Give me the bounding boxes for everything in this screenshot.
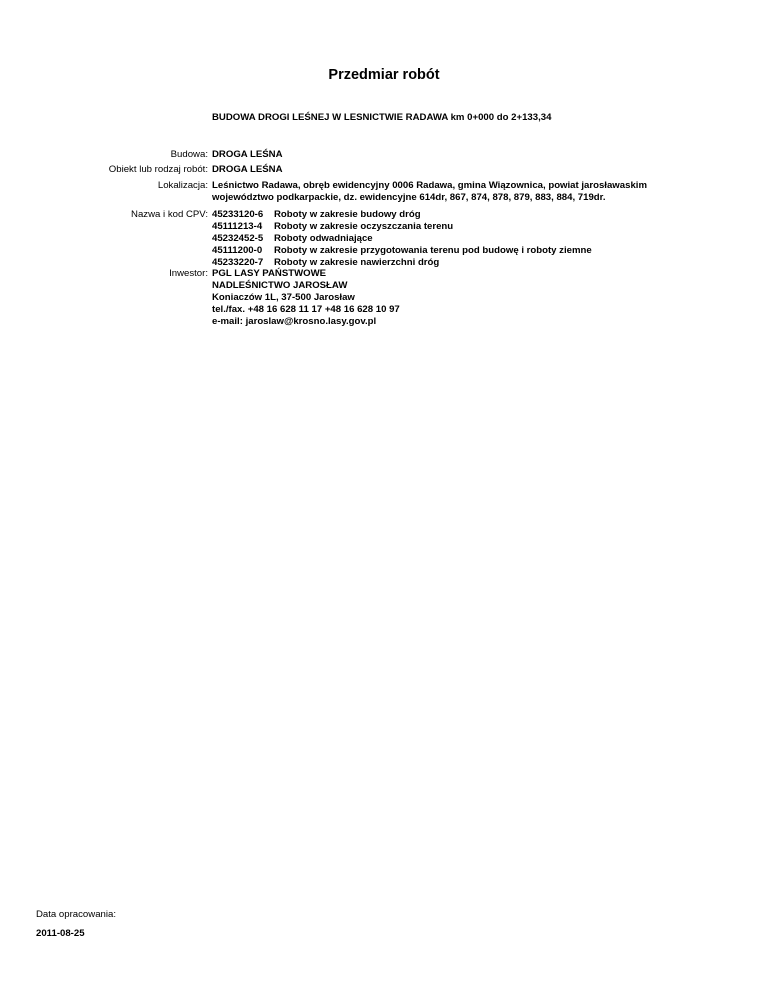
field-label-budowa: Budowa:: [170, 149, 208, 160]
field-label-lokalizacja: Lokalizacja:: [157, 180, 208, 191]
cpv-name: Roboty w zakresie budowy dróg: [274, 209, 421, 220]
cpv-list: [212, 209, 592, 269]
inwestor-line: tel./fax. +48 16 628 11 17 +48 16 628 10 97: [212, 304, 400, 315]
lokalizacja-line: Leśnictwo Radawa, obręb ewidencyjny 0006 Radawa, gmina Wiązownica, powiat jarosławaskim: [212, 180, 647, 191]
cpv-code: 45111200-0: [212, 245, 263, 256]
cpv-code: 45233120-6: [212, 209, 264, 220]
cpv-item: [212, 209, 592, 221]
cpv-item: [212, 245, 592, 257]
inwestor-line: NADLEŚNICTWO JAROSŁAW: [212, 280, 348, 291]
inwestor-line: PGL LASY PAŃSTWOWE: [212, 268, 327, 279]
field-value-obiekt: DROGA LEŚNA: [212, 164, 283, 175]
cpv-item: [212, 221, 592, 233]
cpv-code: 45111213-4: [212, 221, 263, 232]
cpv-name: Roboty w zakresie przygotowania terenu pod budowę i roboty ziemne: [274, 245, 592, 256]
cpv-name: Roboty odwadniające: [274, 233, 373, 244]
inwestor-line: Koniaczów 1L, 37-500 Jarosław: [212, 292, 355, 303]
field-label-obiekt: Obiekt lub rodzaj robót:: [108, 164, 208, 175]
field-label-cpv: Nazwa i kod CPV:: [131, 209, 208, 220]
document-subtitle: BUDOWA DROGI LEŚNEJ W LESNICTWIE RADAWA km 0+000 do 2+133,34: [212, 112, 552, 123]
field-label-inwestor: Inwestor:: [169, 268, 208, 279]
page-title: Przedmiar robót: [328, 67, 440, 83]
field-value-budowa: DROGA LEŚNA: [212, 149, 283, 160]
date-value: 2011-08-25: [36, 928, 85, 939]
inwestor-line: e-mail: jaroslaw@krosno.lasy.gov.pl: [212, 316, 377, 327]
cpv-name: Roboty w zakresie nawierzchni dróg: [274, 257, 440, 268]
lokalizacja-line: województwo podkarpackie, dz. ewidencyjne 614dr, 867, 874, 878, 879, 883, 884, 719dr.: [212, 192, 606, 203]
cpv-item: [212, 233, 592, 245]
date-label: Data opracowania:: [36, 909, 116, 920]
cpv-code: 45232452-5: [212, 233, 264, 244]
cpv-code: 45233220-7: [212, 257, 264, 268]
cpv-name: Roboty w zakresie oczyszczania terenu: [274, 221, 454, 232]
